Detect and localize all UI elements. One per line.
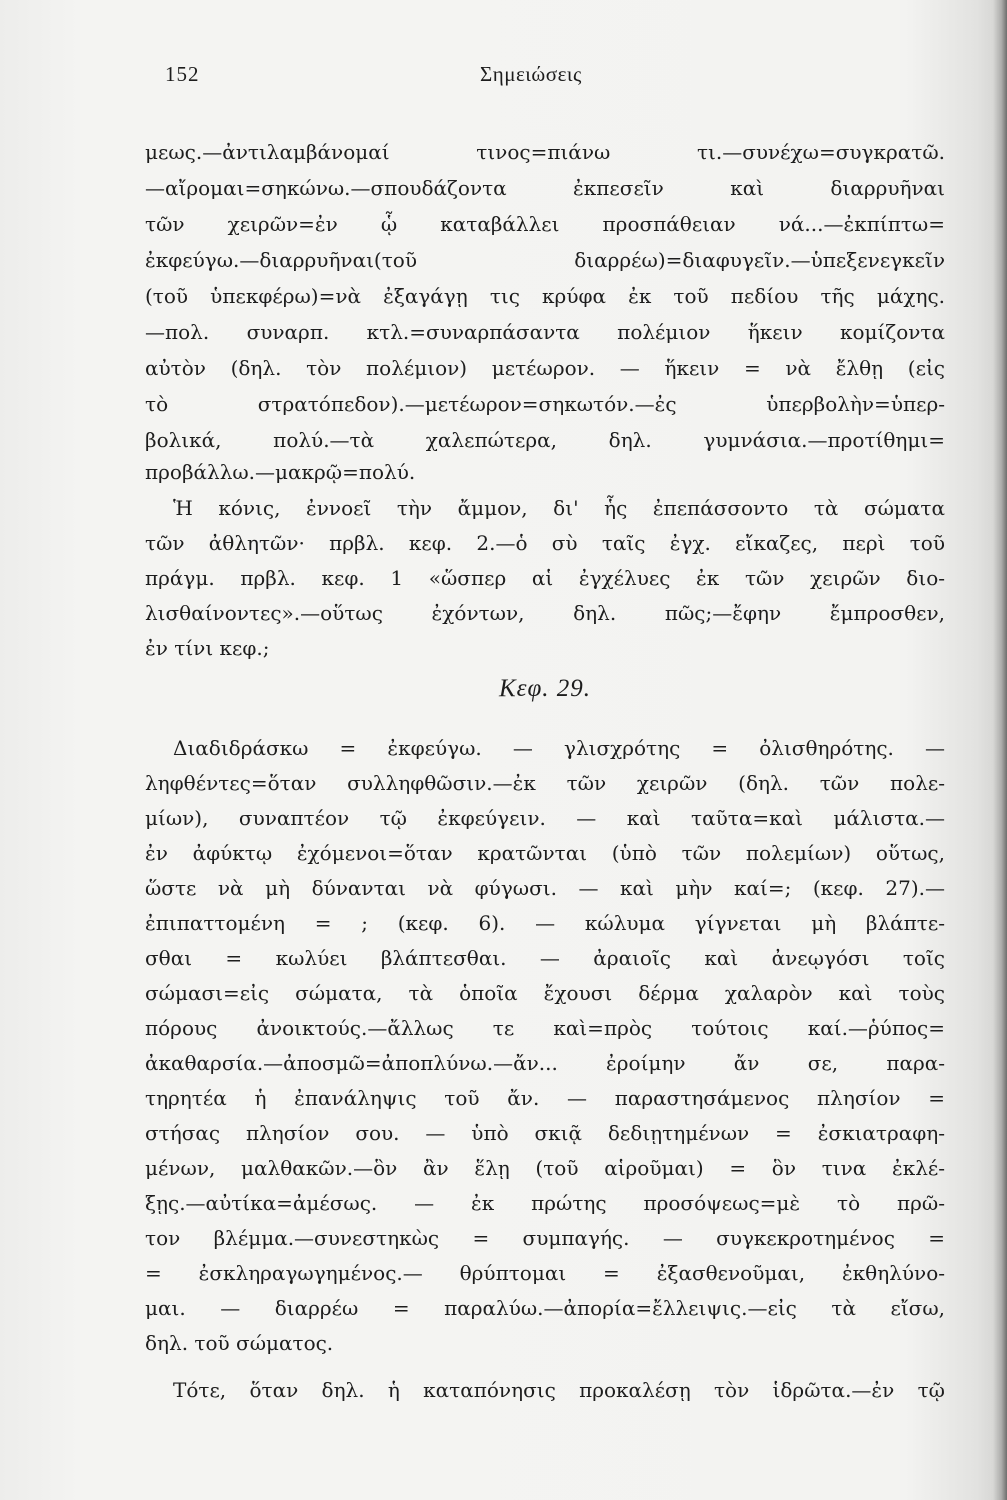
text-line: μεως.—ἀντιλαμβάνομαί τινος=πιάνω τι.—συνέχω=συγκρατῶ. <box>145 140 945 164</box>
text-line: —πολ. συναρπ. κτλ.=συναρπάσαντα πολέμιον ἥκειν κομίζοντα <box>145 320 945 344</box>
page-number: 152 <box>165 62 200 86</box>
text-line: τῶν ἀθλητῶν· πρβλ. κεφ. 2.—ὁ σὺ ταῖς ἐγχ. εἴκαζες, περὶ τοῦ <box>145 531 945 555</box>
text-line: (τοῦ ὑπεκφέρω)=νὰ ἐξαγάγῃ τις κρύφα ἐκ τοῦ πεδίου τῆς μάχης. <box>145 284 945 308</box>
chapter-heading: Κεφ. 29. <box>498 675 592 702</box>
text-line: στήσας πλησίον σου. — ὑπὸ σκιᾷ δεδιῃτημένων = ἐσκιατραφη- <box>145 1121 945 1145</box>
book-spine-shadow <box>993 0 1007 1500</box>
text-line: ἀκαθαρσία.—ἀποσμῶ=ἀποπλύνω.—ἄν... ἐροίμην ἄν σε, παρα- <box>145 1051 945 1075</box>
text-line: ξῃς.—αὐτίκα=ἀμέσως. — ἐκ πρώτης προσόψεως=μὲ τὸ πρῶ- <box>145 1191 945 1215</box>
text-line: τὸ στρατόπεδον).—μετέωρον=σηκωτόν.—ἐς ὑπερβολὴν=ὑπερ- <box>145 392 945 416</box>
text-line: τηρητέα ἡ ἐπανάληψις τοῦ ἄν. — παραστησάμενος πλησίον = <box>145 1086 945 1110</box>
text-line: μαι. — διαρρέω = παραλύω.—ἀπορία=ἔλλειψις.—εἰς τὰ εἴσω, <box>145 1296 945 1320</box>
text-line: ἐν ἀφύκτῳ ἐχόμενοι=ὅταν κρατῶνται (ὑπὸ τῶν πολεμίων) οὕτως, <box>145 841 945 865</box>
text-line: δηλ. τοῦ σώματος. <box>145 1331 334 1355</box>
text-line: μίων), συναπτέον τῷ ἐκφεύγειν. — καὶ ταῦτα=καὶ μάλιστα.— <box>145 806 945 830</box>
text-line: —αἴρομαι=σηκώνω.—σπουδάζοντα ἐκπεσεῖν καὶ διαρρυῆναι <box>145 176 945 200</box>
text-line: Ἡ κόνις, ἐννοεῖ τὴν ἄμμον, δι' ἧς ἐπεπάσσοντο τὰ σώματα <box>173 496 945 520</box>
text-line: λισθαίνοντες».—οὕτως ἐχόντων, δηλ. πῶς;—ἔφην ἔμπροσθεν, <box>145 601 945 625</box>
text-line: προβάλλω.—μακρῷ=πολύ. <box>145 460 416 484</box>
page-header <box>165 62 945 98</box>
text-line: ληφθέντες=ὅταν συλληφθῶσιν.—ἐκ τῶν χειρῶν (δηλ. τῶν πολε- <box>145 771 945 795</box>
text-line: ὥστε νὰ μὴ δύνανται νὰ φύγωσι. — καὶ μὴν καί=; (κεφ. 27).— <box>145 876 945 900</box>
text-line: Διαδιδράσκω = ἐκφεύγω. — γλισχρότης = ὀλισθηρότης. — <box>173 736 945 760</box>
text-line: μένων, μαλθακῶν.—ὃν ἂν ἕλῃ (τοῦ αἱροῦμαι) = ὃν τινα ἐκλέ- <box>145 1156 945 1180</box>
text-line: ἐπιπαττομένη = ; (κεφ. 6). — κώλυμα γίγνεται μὴ βλάπτε- <box>145 911 945 935</box>
text-line: σώμασι=εἰς σώματα, τὰ ὁποῖα ἔχουσι δέρμα χαλαρὸν καὶ τοὺς <box>145 981 945 1005</box>
text-line: Τότε, ὅταν δηλ. ἡ καταπόνησις προκαλέσῃ τὸν ἱδρῶτα.—ἐν τῷ <box>173 1378 945 1402</box>
running-head: Σημειώσεις <box>480 62 582 86</box>
text-line: πόρους ἀνοικτούς.—ἄλλως τε καὶ=πρὸς τούτοις καί.—ῥύπος= <box>145 1016 945 1040</box>
text-line: ἐν τίνι κεφ.; <box>145 636 270 660</box>
text-line: πράγμ. πρβλ. κεφ. 1 «ὥσπερ αἱ ἐγχέλυες ἐκ τῶν χειρῶν διο- <box>145 566 945 590</box>
text-line: ἐκφεύγω.—διαρρυῆναι(τοῦ διαρρέω)=διαφυγεῖν.—ὑπεξενεγκεῖν <box>145 248 945 272</box>
text-line: βολικά, πολύ.—τὰ χαλεπώτερα, δηλ. γυμνάσια.—προτίθημι= <box>145 428 945 452</box>
text-line: τον βλέμμα.—συνεστηκὼς = συμπαγής. — συγκεκροτημένος = <box>145 1226 945 1250</box>
text-line: σθαι = κωλύει βλάπτεσθαι. — ἀραιοῖς καὶ ἀνεῳγόσι τοῖς <box>145 946 945 970</box>
text-line: τῶν χειρῶν=ἐν ᾧ καταβάλλει προσπάθειαν νά...—ἐκπίπτω= <box>145 212 945 236</box>
text-line: = ἐσκληραγωγημένος.— θρύπτομαι = ἐξασθενοῦμαι, ἐκθηλύνο- <box>145 1261 945 1285</box>
text-line: αὐτὸν (δηλ. τὸν πολέμιον) μετέωρον. — ἥκειν = νὰ ἔλθῃ (εἰς <box>145 356 945 380</box>
